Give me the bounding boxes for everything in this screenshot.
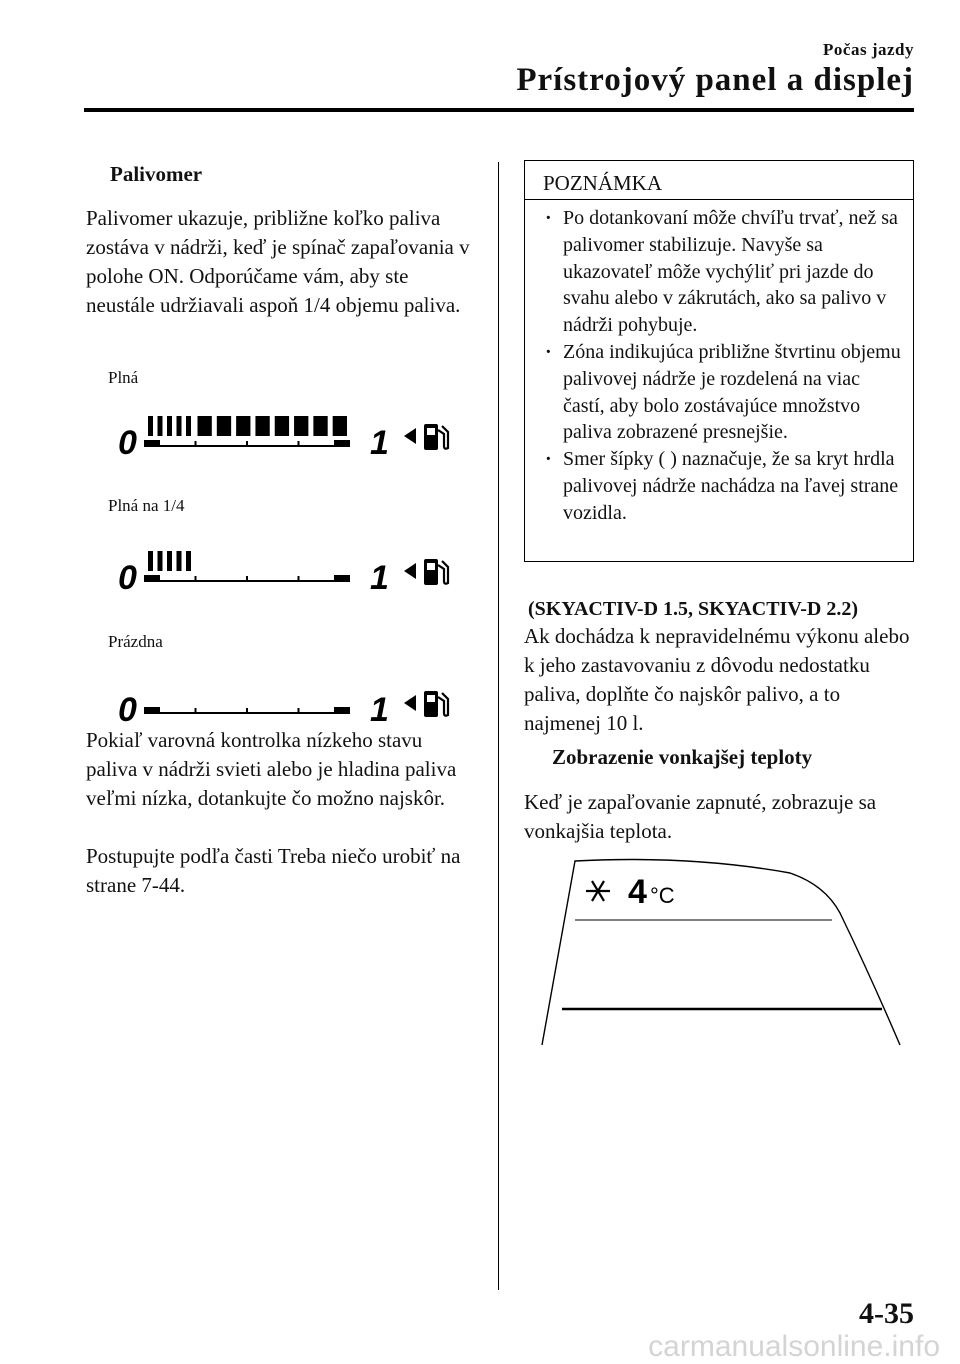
gauge-segment [294,416,308,436]
gauge-segment [167,551,172,571]
note-title: POZNÁMKA [543,171,663,195]
temperature-value: 4 [628,873,647,911]
fuel-pump-icon [402,553,460,594]
section-header: Počas jazdy [823,40,914,59]
diesel-heading: (SKYACTIV-D 1.5, SKYACTIV-D 2.2) [528,598,859,620]
gauge-segment [148,416,153,436]
gauge-segment [158,416,163,436]
pump-hose [438,693,448,716]
gauge-label-quarter: Plná na 1/4 [108,496,185,515]
pump-body [424,691,438,717]
temperature-unit: °C [650,883,675,908]
gauge-min-label: 0 [118,424,137,460]
gauge-segment [177,551,182,571]
gauge-segment [177,416,182,436]
fuel-gauge-intro: Palivomer ukazuje, približne koľko paliva zostáva v nádrži, keď je spínač zapaľovania v polohe ON. Odporúčame vám, aby ste neustále udržiavali aspoň 1/4 objemu paliva. [86,206,470,317]
note-rule [525,199,913,200]
page-number: 4-35 [859,1297,914,1330]
gauge-label-full: Plná [108,368,139,387]
pump-window [427,428,435,435]
gauge-segment [148,551,153,571]
gauge-segment [255,416,269,436]
fuel-pump-icon [402,418,460,459]
note-item: · Po dotankovaní môže chvíľu trvať, než sa palivomer stabilizuje. Navyše sa ukazovateľ môže vychýliť pri jazde do svahu alebo v zákrutách, ako sa palivo v nádrži pohybuje. [539,205,903,339]
column-divider [498,162,499,1290]
outside-temp-display [540,855,910,1055]
arrow-left-icon [404,428,416,444]
low-fuel-warning: Pokiaľ varovná kontrolka nízkeho stavu paliva v nádrži svieti alebo je hladina paliva veľmi nízka, dotankujte čo možno najskôr. [86,728,457,810]
gauge-segment [198,416,212,436]
note-item: · Zóna indikujúca približne štvrtinu objemu palivovej nádrže je rozdelená na viac častí, aby bolo zostávajúce množstvo paliva zobrazené presnejšie. [539,339,903,446]
note-item: · Smer šípky ( ) naznačuje, že sa kryt hrdla palivovej nádrže nachádza na ľavej strane vozidla. [539,446,903,526]
pump-window [427,563,435,570]
gauge-min-label: 0 [118,691,137,727]
temp-text: Keď je zapaľovanie zapnuté, zobrazuje sa vonkajšia teplota. [524,790,877,843]
gauge-max-label: 1 [370,691,389,727]
diesel-text: Ak dochádza k nepravidelnému výkonu alebo k jeho zastavovaniu z dôvodu nedostatku paliva, doplňte čo najskôr palivo, a to najmenej 10 l. [524,624,910,735]
gauge-segment [186,416,191,436]
gauge-min-label: 0 [118,559,137,595]
arrow-left-icon [404,695,416,711]
pump-body [424,424,438,450]
snowflake-icon [586,881,610,901]
temp-heading: Zobrazenie vonkajšej teploty [552,745,813,769]
pump-hose [438,561,448,584]
pump-hose [438,426,448,449]
page-reference: Postupujte podľa časti Treba niečo urobiť na strane 7-44. [86,844,461,897]
gauge-max-label: 1 [370,559,389,595]
gauge-segment [313,416,327,436]
gauge-segment [333,416,347,436]
gauge-segment [217,416,231,436]
gauge-segment [186,551,191,571]
fuel-gauge-heading: Palivomer [110,162,203,186]
arrow-left-icon [404,563,416,579]
watermark: carmanualsonline.info [648,1330,940,1363]
gauge-segment [236,416,250,436]
gauge-segment [158,551,163,571]
gauge-label-empty: Prázdna [108,632,163,651]
gauge-segment [167,416,172,436]
pump-body [424,559,438,585]
note-list [539,205,903,527]
page-title: Prístrojový panel a displej [516,62,914,98]
header-rule [84,108,914,112]
gauge-max-label: 1 [370,424,389,460]
pump-window [427,695,435,702]
fuel-pump-icon [402,685,460,726]
gauge-segment [275,416,289,436]
note-box [524,160,914,562]
